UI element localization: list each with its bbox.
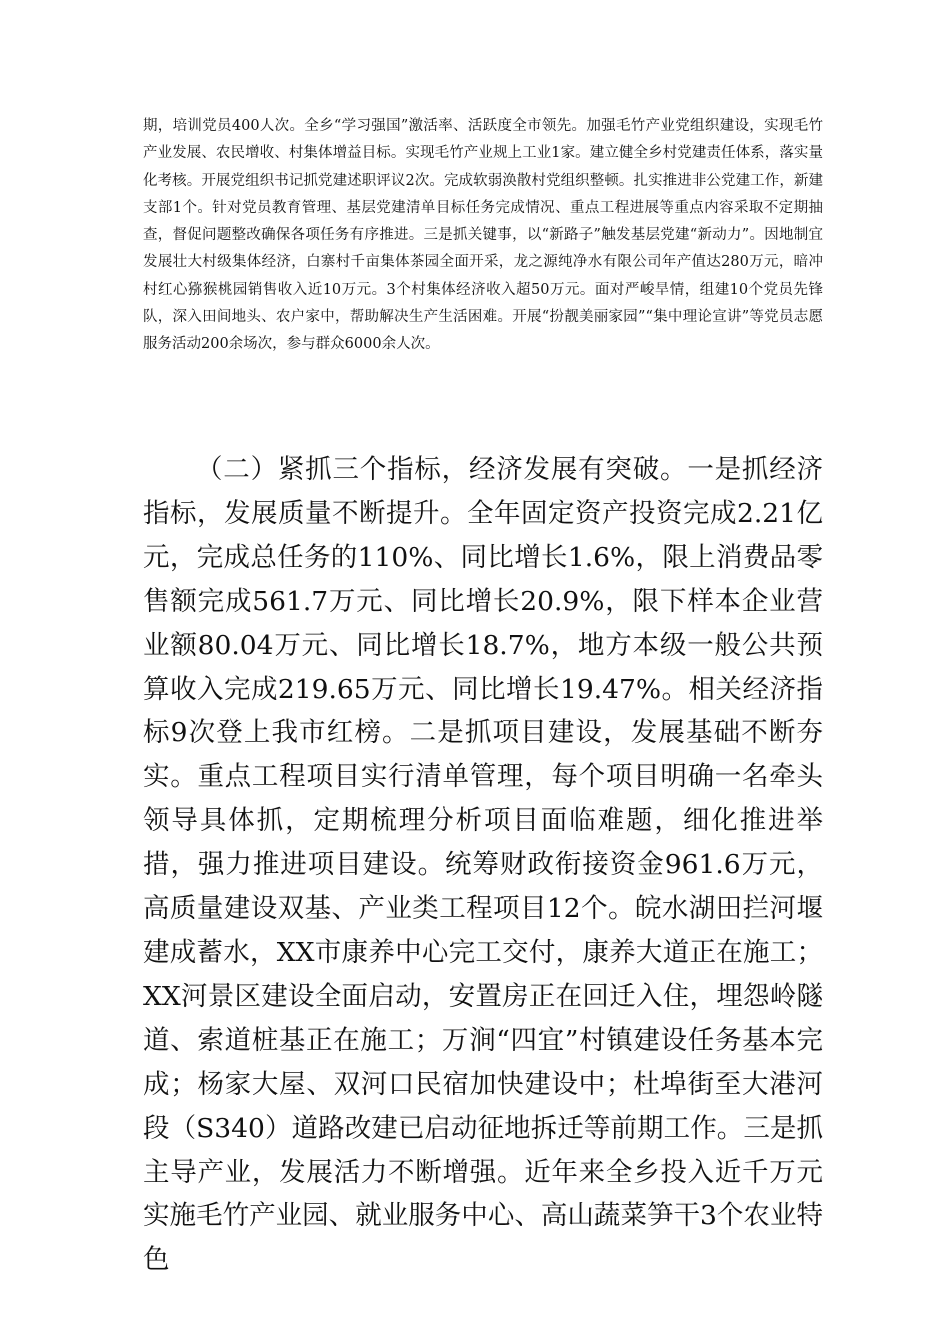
body-paragraph-economic-development: （二）紧抓三个指标，经济发展有突破。一是抓经济指标，发展质量不断提升。全年固定资产投资完成2.21亿元，完成总任务的110%、同比增长1.6%，限上消费品零售额完成561.7万元、同比增长20.9%，限下样本企业营业额80.04万元、同比增长18.7%，地方本级一般公共预算收入完成219.65万元、同比增长19.47%。相关经济指标9次登上我市红榜。二是抓项目建设，发展基础不断夯实。重点工程项目实行清单管理，每个项目明确一名牵头领导具体抓，定期梳理分析项目面临难题，细化推进举措，强力推进项目建设。统筹财政衔接资金961.6万元，高质量建设双基、产业类工程项目12个。皖水湖田拦河堰建成蓄水，XX市康养中心完工交付，康养大道正在施工；XX河景区建设全面启动，安置房正在回迁入住，埋怨岭隧道、索道桩基正在施工；万涧“四宜”村镇建设任务基本完成；杨家大屋、双河口民宿加快建设中；杜埠街至大港河段（S340）道路改建已启动征地拆迁等前期工作。三是抓主导产业，发展活力不断增强。近年来全乡投入近千万元实施毛竹产业园、就业服务中心、高山蔬菜笋干3个农业特色	[143, 454, 823, 1276]
body-paragraph-party-building: 期，培训党员400人次。全乡“学习强国”激活率、活跃度全市领先。加强毛竹产业党组织建设，实现毛竹产业发展、农民增收、村集体增益目标。实现毛竹产业规上工业1家。建立健全乡村党建责任体系，落实量化考核。开展党组织书记抓党建述职评议2次。完成软弱涣散村党组织整顿。扎实推进非公党建工作，新建支部1个。针对党员教育管理、基层党建清单目标任务完成情况、重点工程进展等重点内容采取不定期抽查，督促问题整改确保各项任务有序推进。三是抓关键事，以“新路子”触发基层党建“新动力”。因地制宜发展壮大村级集体经济，白寨村千亩集体茶园全面开采，龙之源纯净水有限公司年产值达280万元，暗冲村红心猕猴桃园销售收入近10万元。3个村集体经济收入超50万元。面对严峻旱情，组建10个党员先锋队，深入田间地头、农户家中，帮助解决生产生活困难。开展“扮靓美丽家园”“集中理论宣讲”等党员志愿服务活动200余场次，参与群众6000余人次。	[143, 118, 823, 353]
